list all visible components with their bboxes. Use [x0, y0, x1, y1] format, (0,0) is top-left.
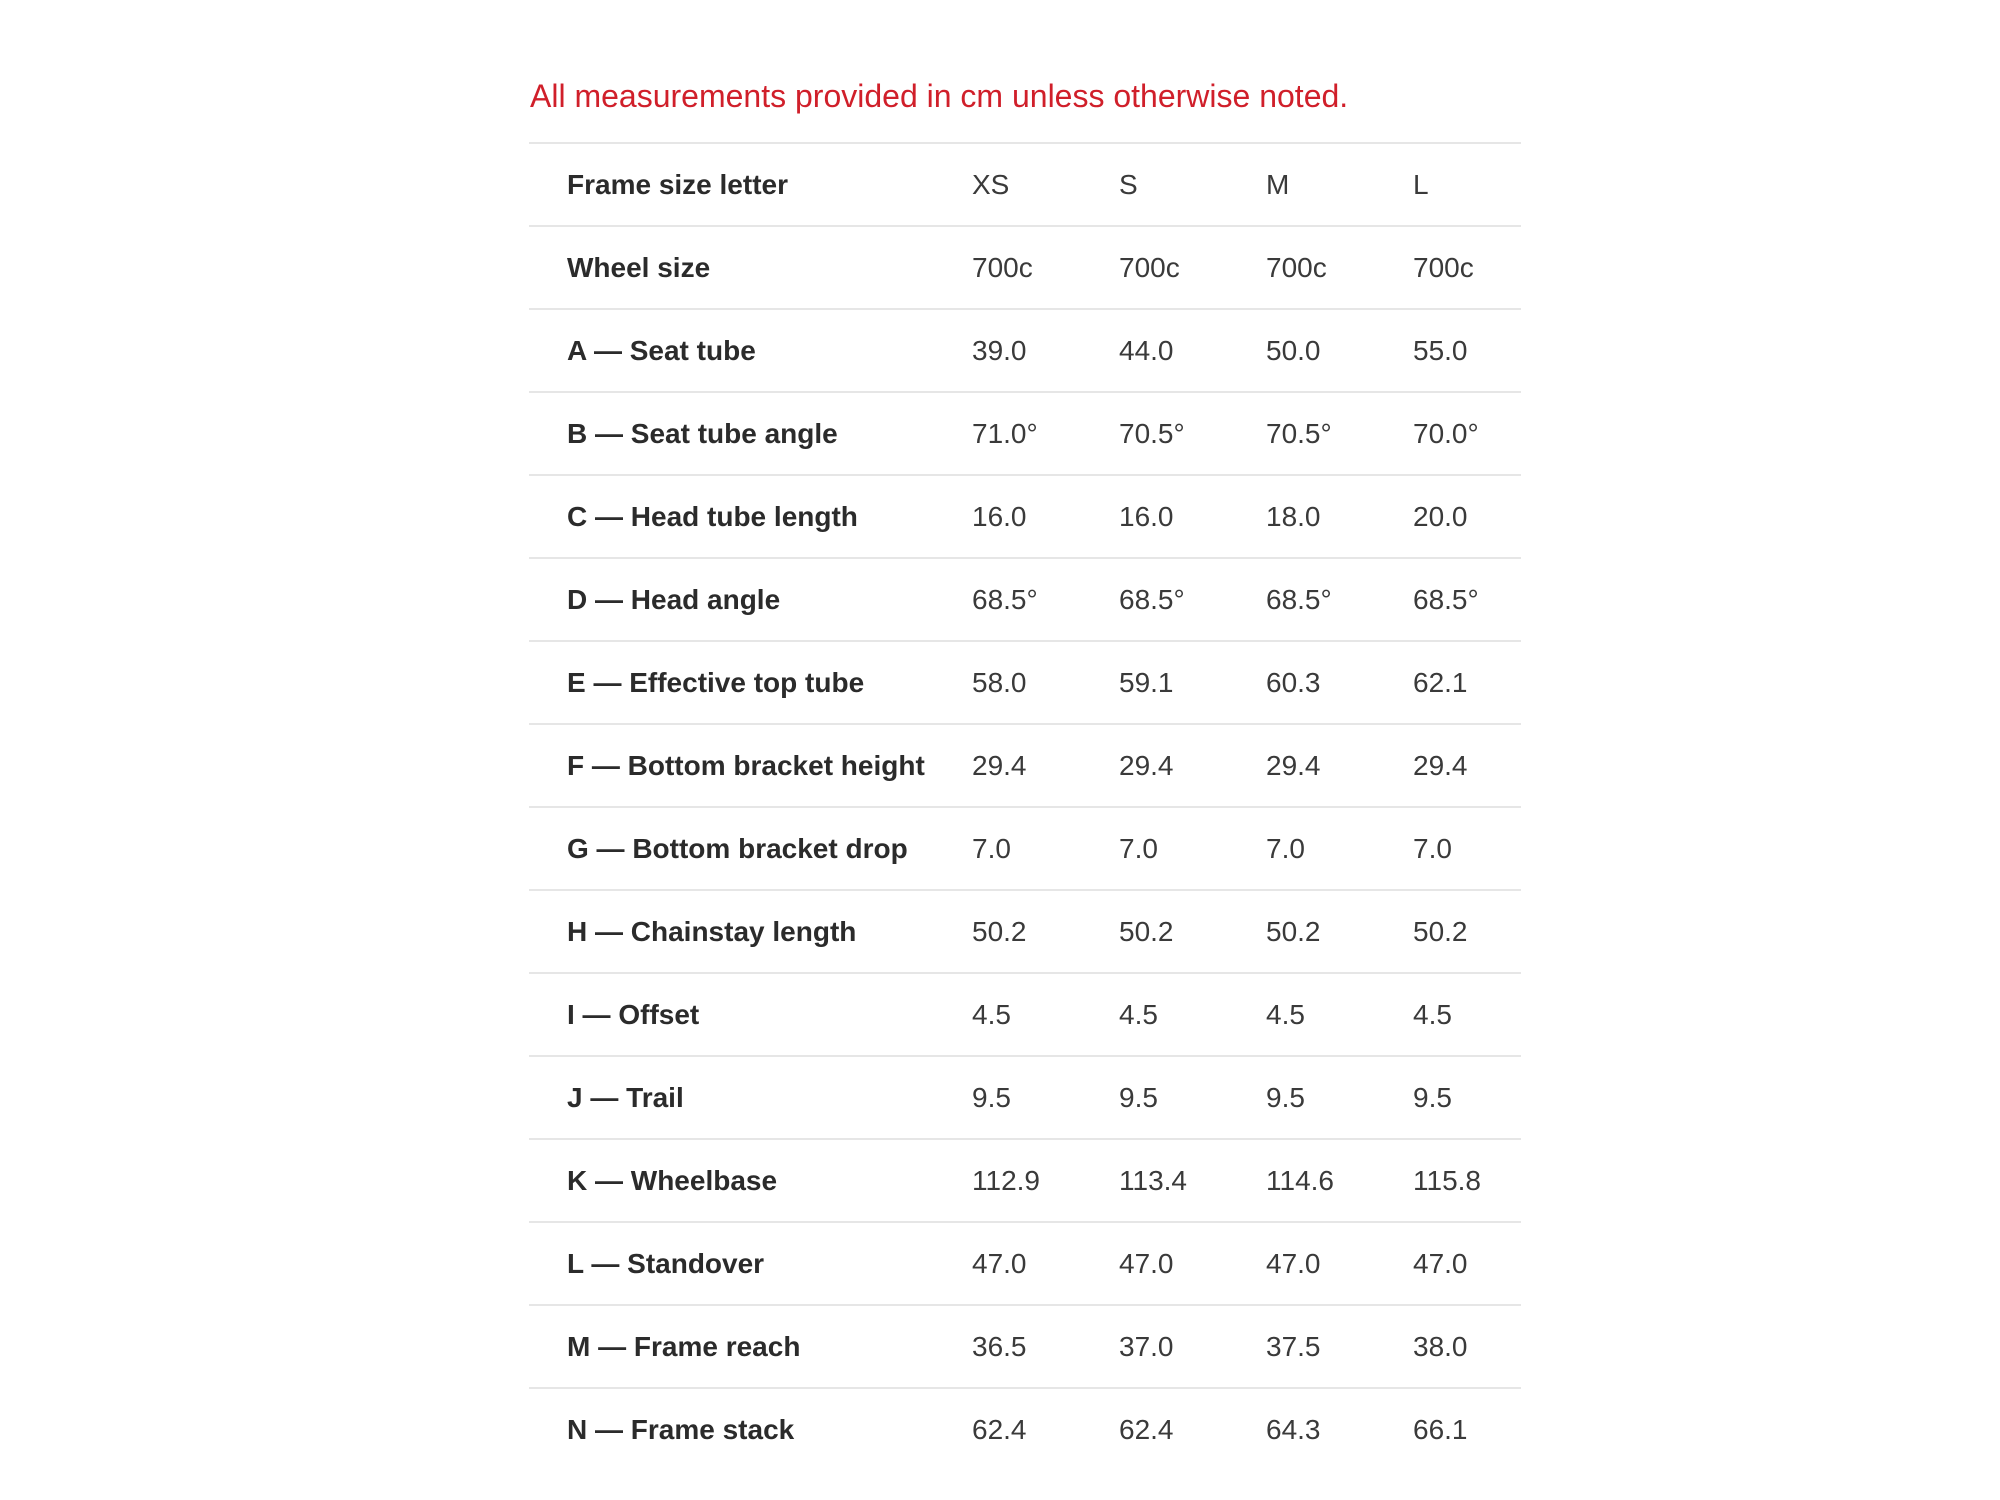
cell-value: 37.5	[1266, 1330, 1321, 1362]
cell-value: S	[1119, 168, 1138, 200]
cell-value: 38.0	[1413, 1330, 1468, 1362]
table-row	[529, 973, 1521, 1056]
table-row	[529, 890, 1521, 973]
row-label: Frame size letter	[567, 168, 788, 200]
table-row	[529, 392, 1521, 475]
table-row	[529, 1305, 1521, 1388]
cell-value: 29.4	[1266, 749, 1321, 781]
table-row	[529, 309, 1521, 392]
row-label: E — Effective top tube	[567, 666, 865, 698]
cell-value: 112.9	[972, 1164, 1040, 1196]
row-label: I — Offset	[567, 998, 700, 1030]
row-label: D — Head angle	[567, 583, 781, 615]
cell-value: 59.1	[1119, 666, 1174, 698]
cell-value: 60.3	[1266, 666, 1321, 698]
geometry-table	[529, 142, 1521, 1471]
row-label: L — Standover	[567, 1247, 765, 1279]
cell-value: 18.0	[1266, 500, 1321, 532]
cell-value: 4.5	[1266, 998, 1305, 1030]
table-row	[529, 143, 1521, 226]
cell-value: 4.5	[1119, 998, 1158, 1030]
table-row	[529, 641, 1521, 724]
row-label: Wheel size	[567, 251, 711, 283]
cell-value: 47.0	[1266, 1247, 1321, 1279]
cell-value: 70.0°	[1413, 417, 1479, 449]
cell-value: 9.5	[972, 1081, 1011, 1113]
cell-value: 29.4	[1119, 749, 1174, 781]
cell-value: 62.1	[1413, 666, 1468, 698]
cell-value: 16.0	[1119, 500, 1174, 532]
cell-value: 700c	[1413, 251, 1474, 283]
cell-value: 47.0	[972, 1247, 1027, 1279]
measurement-note: All measurements provided in cm unless otherwise noted.	[530, 78, 1349, 114]
cell-value: 9.5	[1266, 1081, 1305, 1113]
cell-value: 700c	[1266, 251, 1327, 283]
cell-value: 7.0	[972, 832, 1011, 864]
cell-value: 4.5	[1413, 998, 1452, 1030]
cell-value: 9.5	[1119, 1081, 1158, 1113]
row-label: K — Wheelbase	[567, 1164, 778, 1196]
cell-value: 66.1	[1413, 1414, 1468, 1445]
cell-value: 44.0	[1119, 334, 1174, 366]
row-label: F — Bottom bracket height	[567, 749, 925, 781]
cell-value: 71.0°	[972, 417, 1038, 449]
cell-value: 29.4	[1413, 749, 1468, 781]
row-label: M — Frame reach	[567, 1330, 801, 1362]
cell-value: 20.0	[1413, 500, 1468, 532]
cell-value: 37.0	[1119, 1330, 1174, 1362]
cell-value: 62.4	[1119, 1414, 1174, 1445]
cell-value: 64.3	[1266, 1414, 1321, 1445]
row-label: H — Chainstay length	[567, 915, 857, 947]
row-label: B — Seat tube angle	[567, 417, 838, 449]
row-label: C — Head tube length	[567, 500, 858, 532]
cell-value: 55.0	[1413, 334, 1468, 366]
cell-value: 700c	[1119, 251, 1180, 283]
cell-value: 50.0	[1266, 334, 1321, 366]
cell-value: 4.5	[972, 998, 1011, 1030]
cell-value: 70.5°	[1119, 417, 1185, 449]
cell-value: 68.5°	[972, 583, 1038, 615]
cell-value: 70.5°	[1266, 417, 1332, 449]
cell-value: 50.2	[1413, 915, 1468, 947]
cell-value: 47.0	[1413, 1247, 1468, 1279]
table-row	[529, 1139, 1521, 1222]
cell-value: 7.0	[1413, 832, 1452, 864]
cell-value: 9.5	[1413, 1081, 1452, 1113]
cell-value: 16.0	[972, 500, 1027, 532]
cell-value: 36.5	[972, 1330, 1027, 1362]
cell-value: M	[1266, 168, 1290, 200]
table-row	[529, 558, 1521, 641]
cell-value: 29.4	[972, 749, 1027, 781]
table-row	[529, 1056, 1521, 1139]
cell-value: 113.4	[1119, 1164, 1187, 1196]
geometry-section	[529, 72, 1521, 1471]
cell-value: 58.0	[972, 666, 1027, 698]
table-row	[529, 1388, 1521, 1471]
cell-value: 50.2	[1266, 915, 1321, 947]
row-label: N — Frame stack	[567, 1414, 795, 1445]
cell-value: XS	[972, 168, 1010, 200]
table-row	[529, 1222, 1521, 1305]
cell-value: 39.0	[972, 334, 1027, 366]
cell-value: 7.0	[1119, 832, 1158, 864]
table-row	[529, 807, 1521, 890]
cell-value: 62.4	[972, 1414, 1027, 1445]
table-row	[529, 226, 1521, 309]
cell-value: 68.5°	[1119, 583, 1185, 615]
cell-value: 68.5°	[1413, 583, 1479, 615]
cell-value: 114.6	[1266, 1164, 1334, 1196]
row-label: A — Seat tube	[567, 334, 756, 366]
cell-value: 7.0	[1266, 832, 1305, 864]
cell-value: 115.8	[1413, 1164, 1481, 1196]
row-label: G — Bottom bracket drop	[567, 832, 908, 864]
cell-value: L	[1413, 168, 1429, 200]
row-label: J — Trail	[567, 1081, 684, 1113]
cell-value: 68.5°	[1266, 583, 1332, 615]
cell-value: 47.0	[1119, 1247, 1174, 1279]
cell-value: 700c	[972, 251, 1033, 283]
table-row	[529, 475, 1521, 558]
cell-value: 50.2	[972, 915, 1027, 947]
cell-value: 50.2	[1119, 915, 1174, 947]
table-row	[529, 724, 1521, 807]
